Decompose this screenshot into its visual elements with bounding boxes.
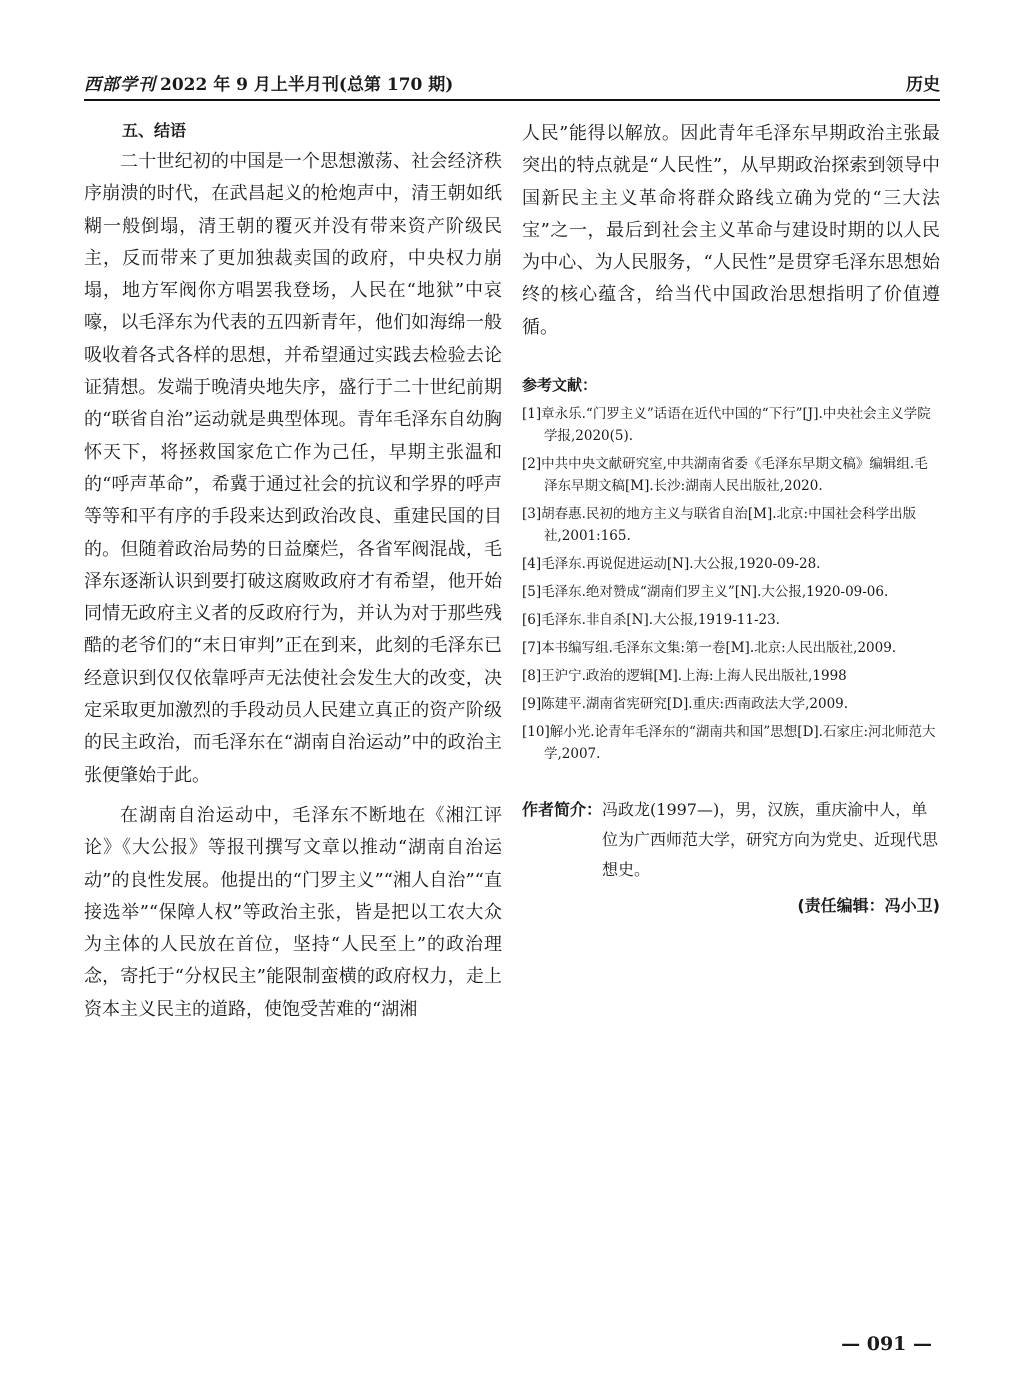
body-paragraph-1: 二十世纪初的中国是一个思想激荡、社会经济秩序崩溃的时代，在武昌起义的枪炮声中，清王朝如纸糊一般倒塌，清王朝的覆灭并没有带来资产阶级民主，反而带来了更加独裁卖国的政府，中央权力崩塌，地方军阀你方唱罢我登场，人民在“地狱”中哀嚎，以毛泽东为代表的五四新青年，他们如海绵一般吸收着各式各样的思想，并希望通过实践去检验去论证猜想。发端于晚清央地失序，盛行于二十世纪前期的“联省自治”运动就是典型体现。青年毛泽东自幼胸怀天下，将拯救国家危亡作为己任，早期主张温和的“呼声革命”，希冀于通过社会的抗议和学界的呼声等等和平有序的手段来达到政治改良、重建民国的目的。但随着政治局势的日益糜烂，各省军阀混战，毛泽东逐渐认识到要打破这腐败政府才有希望，他开始同情无政府主义者的反政府行为，并认为对于那些残酷的老爷们的“末日审判”正在到来，此刻的毛泽东已经意识到仅仅依靠呼声无法使社会发生大的改变，决定采取更加激烈的手段动员人民建立真正的资产阶级的民主政治，而毛泽东在“湖南自治运动”中的政治主张便肇始于此。 bbox=[84, 151, 502, 786]
body-paragraph-continuation: 人民”能得以解放。因此青年毛泽东早期政治主张最突出的特点就是“人民性”，从早期政治探索到领导中国新民主主义革命将群众路线立确为党的“三大法宝”之一，最后到社会主义革命与建设时期的以人民为中心、为人民服务，“人民性”是贯穿毛泽东思想始终的核心蕴含，给当代中国政治思想指明了价值遵循。 bbox=[522, 123, 940, 338]
page-header bbox=[84, 68, 940, 98]
journal-logo: 西部学刊 bbox=[84, 75, 156, 95]
reference-item: [4]毛泽东.再说促进运动[N].大公报,1920-09-28. bbox=[522, 556, 821, 573]
left-column bbox=[84, 118, 502, 1026]
reference-item: [6]毛泽东.非自杀[N].大公报,1919-11-23. bbox=[522, 612, 780, 629]
reference-item: [1]章永乐.“门罗主义”话语在近代中国的“下行”[J].中央社会主义学院学报,2020(5). bbox=[522, 406, 931, 445]
section-heading: 五、结语 bbox=[122, 121, 187, 140]
right-column bbox=[522, 118, 940, 916]
reference-list bbox=[522, 403, 940, 765]
section-label: 历史 bbox=[906, 75, 940, 95]
journal-title bbox=[84, 70, 453, 95]
reference-item: [9]陈建平.湖南省宪研究[D].重庆:西南政法大学,2009. bbox=[522, 696, 849, 713]
reference-item: [7]本书编写组.毛泽东文集:第一卷[M].北京:人民出版社,2009. bbox=[522, 640, 897, 657]
reference-item: [10]解小光.论青年毛泽东的“湖南共和国”思想[D].石家庄:河北师范大学,2007. bbox=[522, 724, 936, 763]
reference-item: [2]中共中央文献研究室,中共湖南省委《毛泽东早期文稿》编辑组.毛泽东早期文稿[M].长沙:湖南人民出版社,2020. bbox=[522, 456, 928, 495]
author-bio-text: 冯政龙(1997—)，男，汉族，重庆渝中人，单位为广西师范大学，研究方向为党史、近现代思想史。 bbox=[602, 800, 939, 880]
header-rule bbox=[84, 99, 940, 101]
reference-item: [8]王沪宁.政治的逻辑[M].上海:上海人民出版社,1998 bbox=[522, 668, 847, 685]
journal-issue: 2022 年 9 月上半月刊(总第 170 期) bbox=[160, 75, 454, 95]
references-title: 参考文献： bbox=[522, 376, 598, 395]
body-paragraph-2: 在湖南自治运动中，毛泽东不断地在《湘江评论》《大公报》等报刊撰写文章以推动“湖南自治运动”的良性发展。他提出的“门罗主义”“湘人自治”“直接选举”“保障人权”等政治主张，皆是把以工农大众为主体的人民放在首位，坚持“人民至上”的政治理念，寄托于“分权民主”能限制蛮横的政府权力，走上资本主义民主的道路，使饱受苦难的“湖湘 bbox=[84, 804, 502, 1020]
author-bio-label: 作者简介： bbox=[522, 800, 603, 820]
reference-item: [5]毛泽东.绝对赞成“湖南们罗主义”[N].大公报,1920-09-06. bbox=[522, 584, 889, 601]
reference-item: [3]胡春惠.民初的地方主义与联省自治[M].北京:中国社会科学出版社,2001:165. bbox=[522, 506, 917, 545]
responsible-editor: (责任编辑：冯小卫) bbox=[797, 896, 940, 916]
author-bio bbox=[522, 795, 940, 885]
page-number: — 091 — bbox=[841, 1333, 932, 1355]
